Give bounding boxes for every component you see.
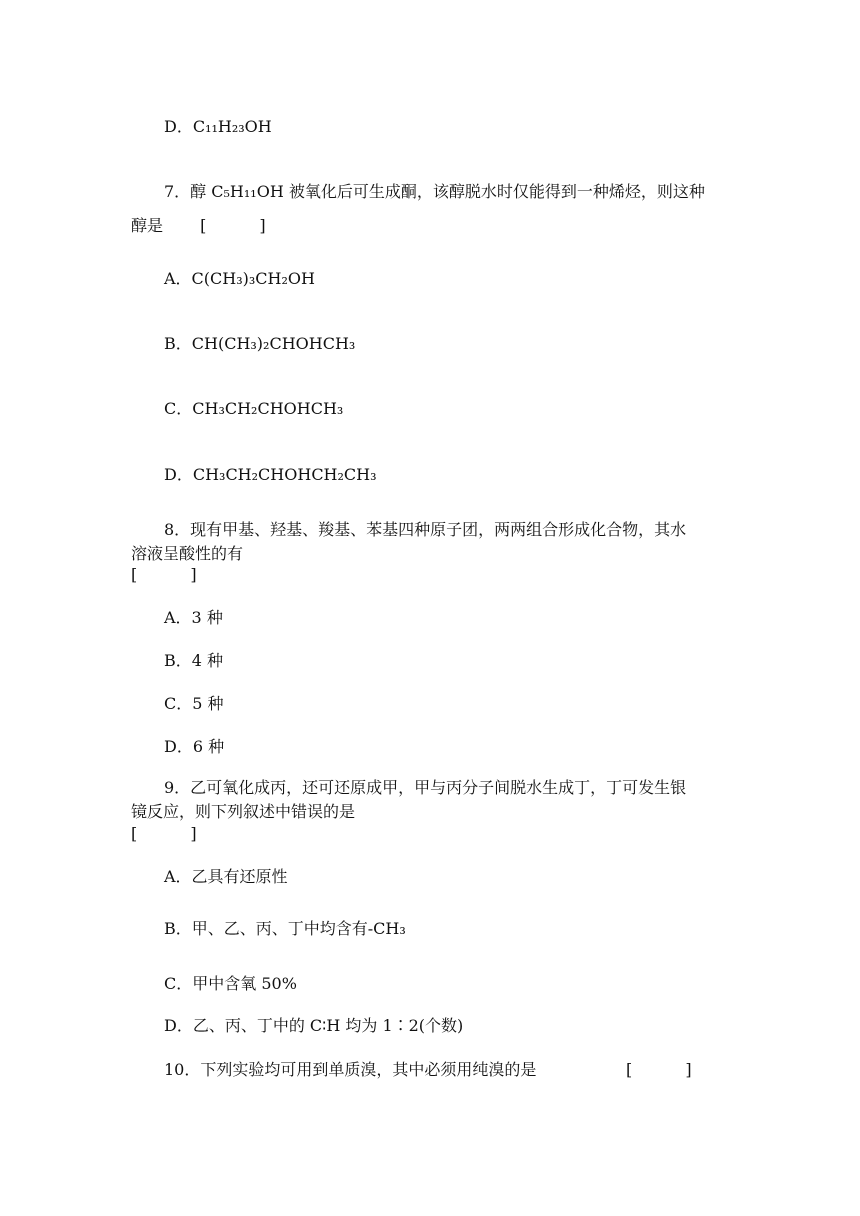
- q8-option-a: A．3 种: [164, 608, 223, 627]
- q7-stem-line2: 醇是 [ ]: [131, 216, 266, 235]
- q8-option-d: D．6 种: [164, 737, 225, 756]
- q8-stem-line2: 溶液呈酸性的有: [131, 544, 244, 563]
- q8-option-b: B．4 种: [164, 651, 224, 670]
- q9-stem-line2: 镜反应，则下列叙述中错误的是: [131, 802, 356, 821]
- q7-option-d: D．CH₃CH₂CHOHCH₂CH₃: [164, 465, 377, 484]
- q9-option-c: C．甲中含氧 50%: [164, 974, 297, 993]
- q7-stem-line1: 7．醇 C₅H₁₁OH 被氧化后可生成酮，该醇脱水时仅能得到一种烯烃，则这种: [164, 182, 705, 201]
- q10-answer-bracket: [ ]: [626, 1060, 692, 1079]
- q9-option-d: D．乙、丙、丁中的 C∶H 均为 1∶2(个数): [164, 1016, 464, 1035]
- q7-option-a: A．C(CH₃)₃CH₂OH: [164, 269, 315, 288]
- q10-stem: 10．下列实验均可用到单质溴，其中必须用纯溴的是: [164, 1060, 537, 1079]
- q6-option-d: D．C₁₁H₂₃OH: [164, 117, 272, 136]
- q9-option-a: A．乙具有还原性: [164, 867, 288, 886]
- q9-answer-bracket: [ ]: [131, 824, 197, 843]
- q9-stem-line1: 9．乙可氧化成丙，还可还原成甲，甲与丙分子间脱水生成丁，丁可发生银: [164, 778, 687, 797]
- q9-option-b: B．甲、乙、丙、丁中均含有-CH₃: [164, 919, 406, 938]
- q7-option-b: B．CH(CH₃)₂CHOHCH₃: [164, 334, 356, 353]
- q8-option-c: C．5 种: [164, 694, 224, 713]
- q7-option-c: C．CH₃CH₂CHOHCH₃: [164, 399, 344, 418]
- q8-stem-line1: 8．现有甲基、羟基、羧基、苯基四种原子团，两两组合形成化合物，其水: [164, 520, 687, 539]
- q8-answer-bracket: [ ]: [131, 565, 197, 584]
